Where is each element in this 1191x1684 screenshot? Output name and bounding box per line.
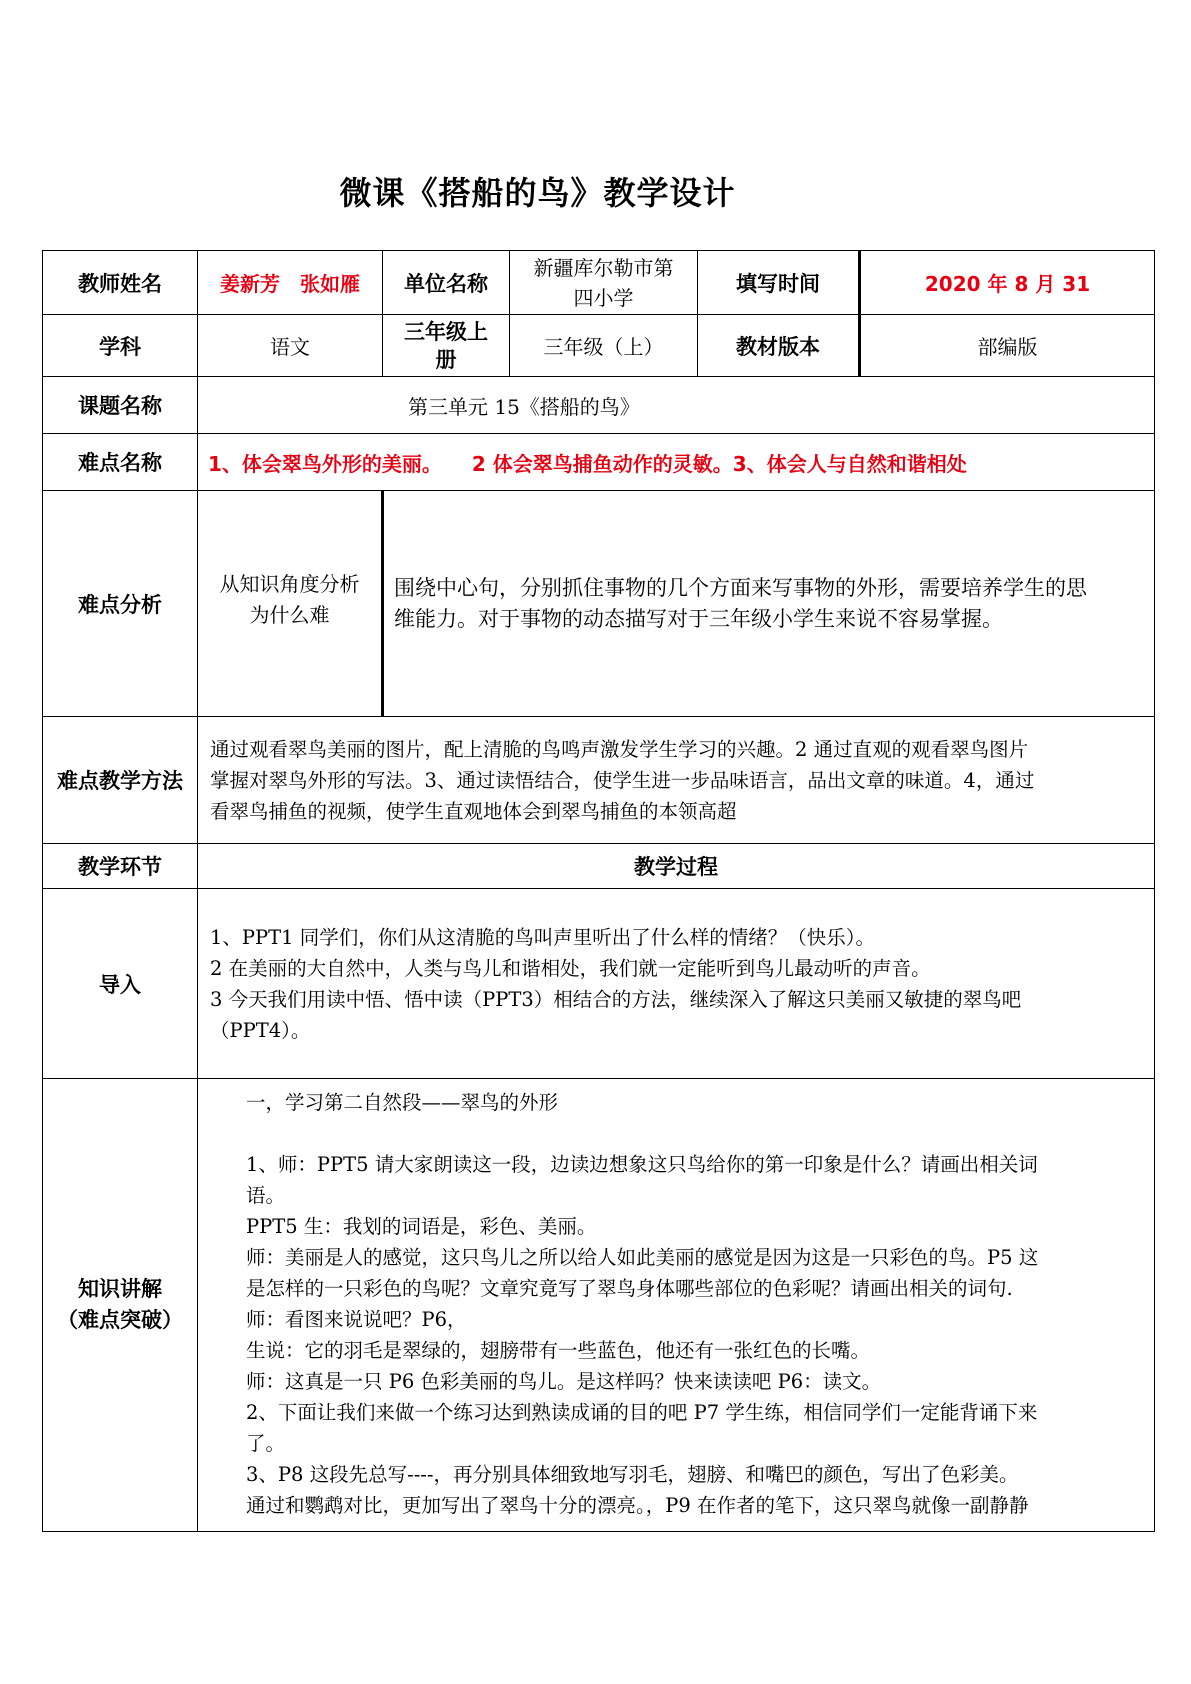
unit-value-line-1: 新疆库尔勒市第 xyxy=(533,255,674,280)
unit-value-line-2: 四小学 xyxy=(573,285,634,310)
knowledge-label-line-1: 知识讲解 xyxy=(78,1277,162,1301)
method-line-3: 看翠鸟捕鱼的视频，使学生直观地体会到翠鸟捕鱼的本领高超 xyxy=(210,799,737,823)
intro-line-3: 3 今天我们用读中悟、悟中读（PPT3）相结合的方法，继续深入了解这只美丽又敏捷的翠鸟吧 xyxy=(210,987,1022,1011)
intro-line-1: 1、PPT1 同学们，你们从这清脆的鸟叫声里听出了什么样的情绪？（快乐）。 xyxy=(210,925,876,949)
subject-value: 语文 xyxy=(198,315,383,377)
teacher-value: 姜新芳 张如雁 xyxy=(198,251,383,315)
row-subject xyxy=(43,315,1155,377)
subject-label: 学科 xyxy=(43,315,198,377)
knowledge-line-12: 通过和鹦鹉对比，更加写出了翠鸟十分的漂亮。，P9 在作者的笔下，这只翠鸟就像一副静静 xyxy=(246,1494,1029,1517)
knowledge-line-11: 3、P8 这段先总写----，再分别具体细致地写羽毛，翅膀、和嘴巴的颜色，写出了色彩美。 xyxy=(246,1463,1019,1486)
knowledge-line-9: 2、下面让我们来做一个练习达到熟读成诵的目的吧 P7 学生练，相信同学们一定能背诵下来 xyxy=(246,1401,1038,1424)
analysis-sub-line-1: 从知识角度分析 xyxy=(219,572,360,596)
intro-content xyxy=(198,889,1155,1079)
edition-label: 教材版本 xyxy=(698,315,860,377)
knowledge-line-5: 是怎样的一只彩色的鸟呢？文章究竟写了翠鸟身体哪些部位的色彩呢？请画出相关的词句. xyxy=(246,1277,1013,1300)
analysis-value-line-1: 围绕中心句，分别抓住事物的几个方面来写事物的外形，需要培养学生的思 xyxy=(394,575,1087,600)
row-knowledge xyxy=(43,1079,1155,1532)
row-lesson xyxy=(43,377,1155,434)
knowledge-label-line-2: （难点突破） xyxy=(57,1308,183,1332)
intro-line-2: 2 在美丽的大自然中，人类与鸟儿和谐相处，我们就一定能听到鸟儿最动听的声音。 xyxy=(210,956,931,980)
row-stage xyxy=(43,844,1155,889)
analysis-value-line-2: 维能力。对于事物的动态描写对于三年级小学生来说不容易掌握。 xyxy=(394,606,1003,631)
knowledge-line-10: 了。 xyxy=(246,1432,286,1455)
knowledge-heading: 一，学习第二自然段——翠鸟的外形 xyxy=(246,1091,559,1114)
method-value xyxy=(198,717,1155,844)
method-line-1: 通过观看翠鸟美丽的图片，配上清脆的鸟鸣声激发学生学习的兴趣。2 通过直观的观看翠鸟图片 xyxy=(210,737,1029,761)
lesson-plan-table xyxy=(42,250,1155,1532)
lesson-value: 第三单元 15《搭船的鸟》 xyxy=(198,377,1155,434)
intro-line-4: （PPT4）。 xyxy=(210,1018,311,1042)
analysis-sub xyxy=(198,491,383,717)
row-teacher xyxy=(43,251,1155,315)
analysis-value xyxy=(383,491,1155,717)
difficulty-label: 难点名称 xyxy=(43,434,198,491)
method-line-2: 掌握对翠鸟外形的写法。3、通过读悟结合，使学生进一步品味语言，品出文章的味道。4，通过 xyxy=(210,768,1035,792)
difficulty-value: 1、体会翠鸟外形的美丽。 2 体会翠鸟捕鱼动作的灵敏。3、体会人与自然和谐相处 xyxy=(198,434,1155,491)
analysis-label: 难点分析 xyxy=(43,491,198,717)
knowledge-line-7: 生说：它的羽毛是翠绿的，翅膀带有一些蓝色，他还有一张红色的长嘴。 xyxy=(246,1339,871,1362)
lesson-label: 课题名称 xyxy=(43,377,198,434)
knowledge-line-1: 1、师：PPT5 请大家朗读这一段，边读边想象这只鸟给你的第一印象是什么？请画出相关词 xyxy=(246,1153,1038,1176)
volume-label xyxy=(383,315,510,377)
analysis-sub-line-2: 为什么难 xyxy=(249,603,330,627)
knowledge-spacer xyxy=(246,1118,1142,1149)
intro-label: 导入 xyxy=(43,889,198,1079)
row-method xyxy=(43,717,1155,844)
volume-value: 三年级（上） xyxy=(510,315,698,377)
knowledge-line-8: 师：这真是一只 P6 色彩美丽的鸟儿。是这样吗？快来读读吧 P6：读文。 xyxy=(246,1370,882,1393)
process-label: 教学过程 xyxy=(198,844,1155,889)
knowledge-line-2: 语。 xyxy=(246,1184,286,1207)
knowledge-line-4: 师：美丽是人的感觉，这只鸟儿之所以给人如此美丽的感觉是因为这是一只彩色的鸟。P5 这 xyxy=(246,1246,1039,1269)
page-title: 微课《搭船的鸟》教学设计 xyxy=(339,174,736,212)
unit-value xyxy=(510,251,698,315)
row-intro xyxy=(43,889,1155,1079)
date-label: 填写时间 xyxy=(698,251,860,315)
unit-label: 单位名称 xyxy=(383,251,510,315)
knowledge-label xyxy=(43,1079,198,1532)
knowledge-line-6: 师：看图来说说吧？P6， xyxy=(246,1308,467,1331)
row-difficulty xyxy=(43,434,1155,491)
row-analysis xyxy=(43,491,1155,717)
volume-label-line-2: 册 xyxy=(435,347,457,372)
date-value: 2020 年 8 月 31 xyxy=(860,251,1155,315)
teacher-label: 教师姓名 xyxy=(43,251,198,315)
knowledge-content xyxy=(198,1079,1155,1532)
method-label: 难点教学方法 xyxy=(43,717,198,844)
volume-label-line-1: 三年级上 xyxy=(404,319,488,344)
edition-value: 部编版 xyxy=(860,315,1155,377)
stage-label: 教学环节 xyxy=(43,844,198,889)
knowledge-line-3: PPT5 生：我划的词语是，彩色、美丽。 xyxy=(246,1215,597,1238)
